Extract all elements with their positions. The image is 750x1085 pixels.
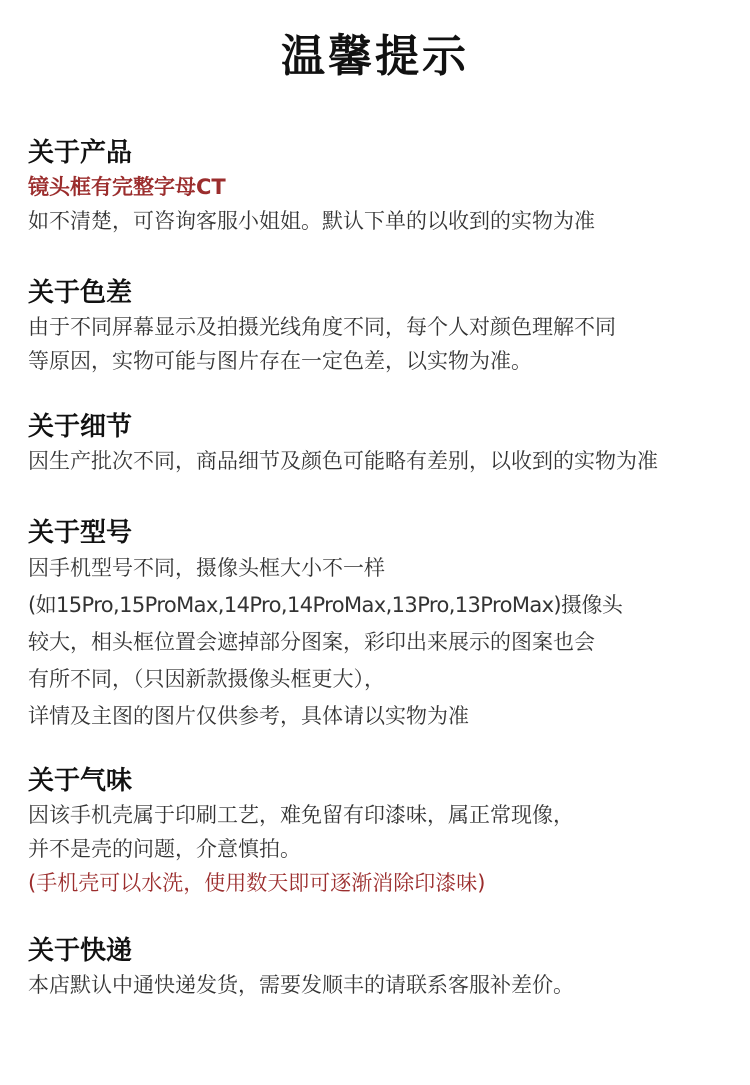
page-title: 温馨提示 [281, 31, 469, 82]
section-color-difference [28, 276, 728, 378]
details-text-line: 因生产批次不同，商品细节及颜色可能略有差别，以收到的实物为准 [28, 449, 658, 473]
section-title-express: 关于快递 [28, 936, 133, 966]
section-details [28, 410, 728, 478]
color-difference-text-line: 由于不同屏幕显示及拍摄光线角度不同，每个人对颜色理解不同 [28, 315, 616, 339]
section-model [28, 516, 728, 735]
model-text-line: 因手机型号不同，摄像头框大小不一样 [28, 556, 385, 580]
smell-note-text: (手机壳可以水洗，使用数天即可逐渐消除印漆味) [28, 871, 486, 895]
model-text-line: 详情及主图的图片仅供参考，具体请以实物为准 [28, 704, 469, 728]
product-text-line: 如不清楚，可咨询客服小姐姐。默认下单的以收到的实物为准 [28, 209, 595, 233]
color-difference-text-line: 等原因，实物可能与图片存在一定色差，以实物为准。 [28, 349, 532, 373]
section-title-model: 关于型号 [28, 518, 133, 548]
model-text-line: 较大，相头框位置会遮掉部分图案，彩印出来展示的图案也会 [28, 630, 595, 654]
section-title-details: 关于细节 [28, 412, 133, 442]
model-text-line: 有所不同，（只因新款摄像头框更大）， [28, 667, 385, 691]
section-product [28, 136, 728, 238]
express-text-line: 本店默认中通快递发货，需要发顺丰的请联系客服补差价。 [28, 973, 574, 997]
section-express [28, 934, 728, 1002]
section-title-smell: 关于气味 [28, 766, 133, 796]
model-text-line: (如15Pro,15ProMax,14Pro,14ProMax,13Pro,13ProMax)摄像头 [28, 593, 623, 617]
product-highlight-text: 镜头框有完整字母CT [28, 175, 226, 199]
smell-text-line: 并不是壳的问题，介意慎拍。 [28, 837, 301, 861]
section-title-color-difference: 关于色差 [28, 278, 133, 308]
section-smell [28, 764, 728, 900]
section-title-product: 关于产品 [28, 138, 133, 168]
smell-text-line: 因该手机壳属于印刷工艺，难免留有印漆味，属正常现像， [28, 803, 574, 827]
